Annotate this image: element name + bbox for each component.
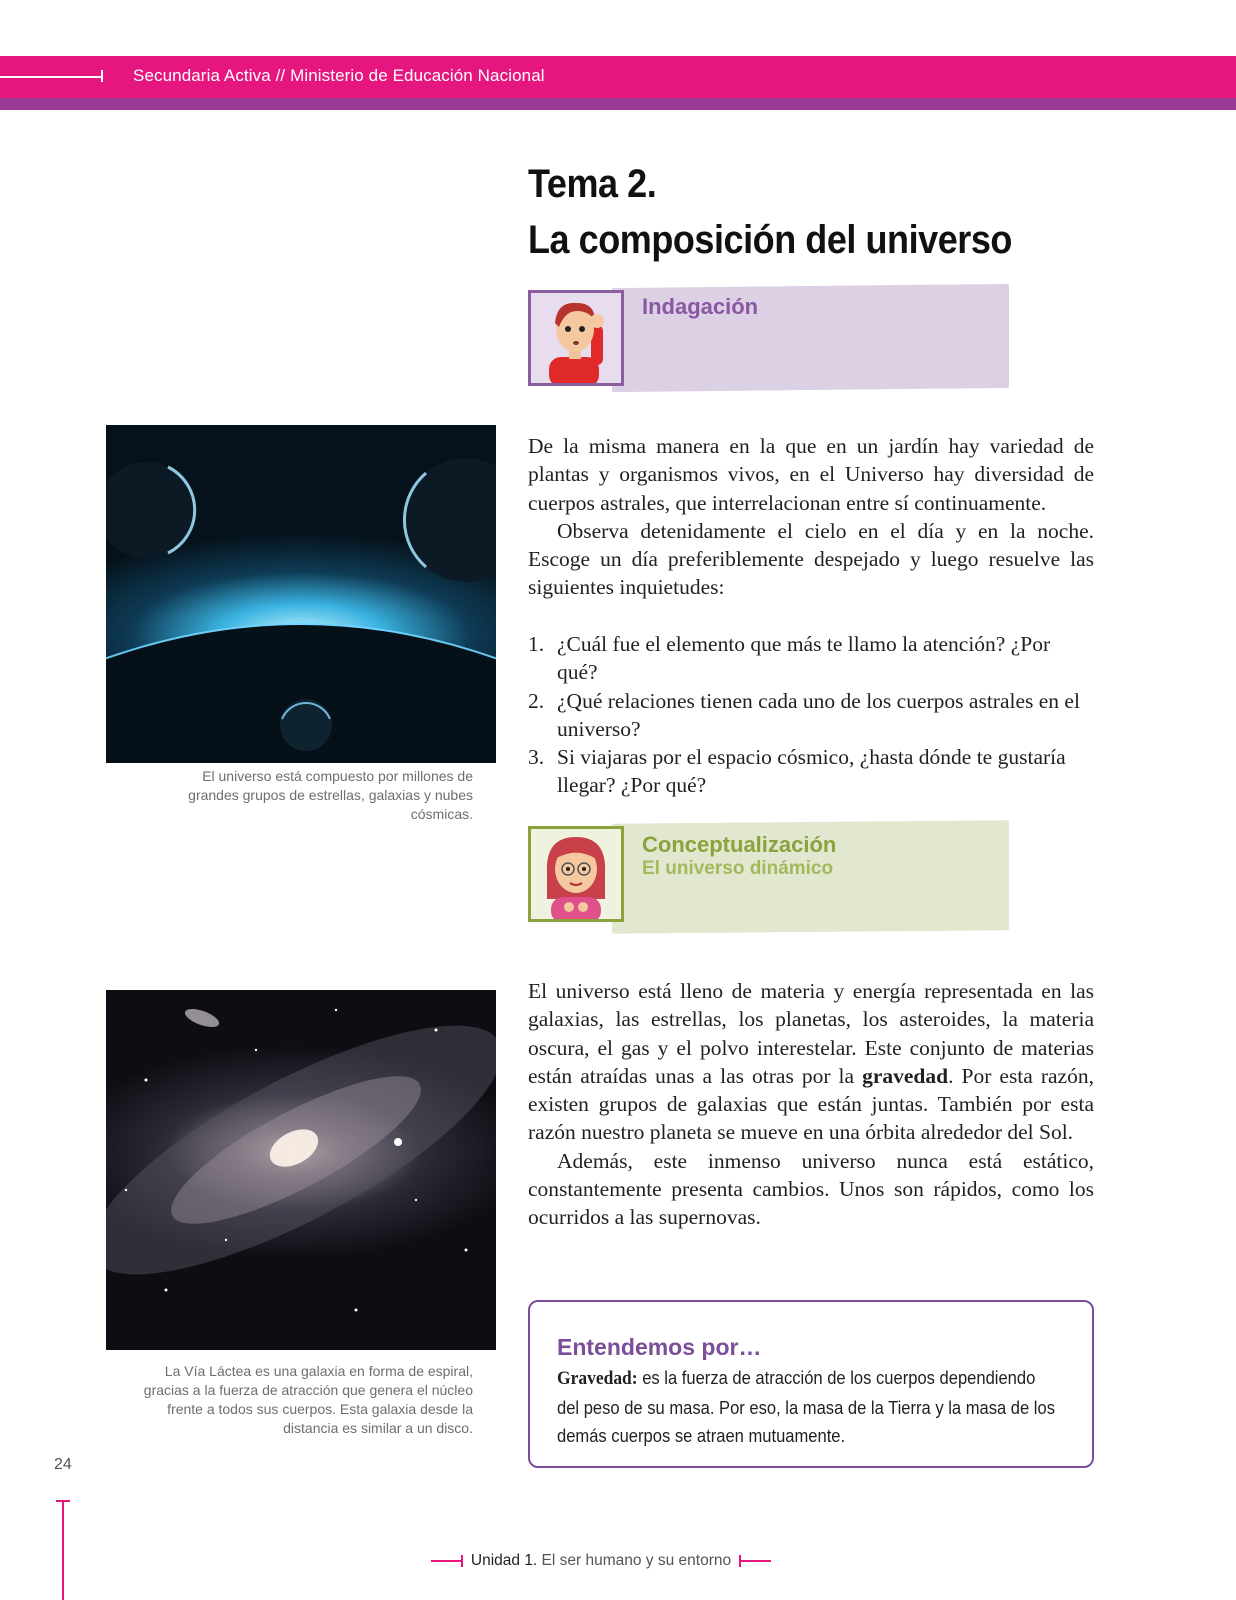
concept-paragraph-1	[528, 977, 1094, 1147]
footer-unit: Unidad 1.	[470, 1552, 538, 1569]
question-item	[528, 630, 1094, 687]
footer-unit-title: El ser humano y su entorno	[537, 1552, 732, 1569]
indagacion-title: Indagación	[642, 294, 759, 319]
teacher-girl-avatar-icon	[528, 826, 624, 922]
footer-rule-right	[741, 1560, 771, 1562]
page-title	[528, 156, 1012, 268]
image-caption-2: La Vía Láctea es una galaxia en forma de espiral, gracias a la fuerza de atracción que genera el núcleo frente a todos sus cuerpos. Esta galaxia desde la distancia es similar a un disco.	[143, 1363, 473, 1436]
title-line-1: Tema 2.	[528, 162, 657, 206]
thinking-boy-avatar-icon	[528, 290, 624, 386]
intro-paragraph-2: Observa detenidamente el cielo en el día y en la noche. Escoge un día preferiblemente despejado y luego resuelve las siguientes inquietudes:	[528, 518, 1094, 600]
universe-image	[106, 425, 496, 763]
conceptualizacion-subtitle: El universo dinámico	[642, 858, 834, 879]
question-number: 2.	[528, 688, 545, 713]
concept-paragraph-2: Además, este inmenso universo nunca está estático, constantemente presenta cambios. Unos son rápidos, como los ocurridos a las supernovas.	[528, 1148, 1094, 1230]
conceptualizacion-title: Conceptualización	[642, 832, 837, 857]
question-text: ¿Cuál fue el elemento que más te llamo la atención? ¿Por qué?	[557, 632, 1051, 685]
concept-text	[528, 977, 1094, 1232]
definition-title: Entendemos por…	[557, 1334, 762, 1360]
milky-way-image	[106, 990, 496, 1350]
question-item	[528, 687, 1094, 744]
question-item	[528, 743, 1094, 800]
image-caption-1: El universo está compuesto por millones de grandes grupos de estrellas, galaxias y nubes cósmicas.	[188, 768, 473, 822]
side-rule	[62, 1500, 64, 1600]
header-rule	[0, 76, 102, 78]
footer-text	[431, 1552, 771, 1570]
header-text: Secundaria Activa // Ministerio de Educación Nacional	[133, 66, 545, 85]
question-number: 1.	[528, 632, 545, 656]
header-underline	[0, 98, 1236, 110]
concept-p1-bold: gravedad	[862, 1063, 949, 1088]
title-line-2: La composición del universo	[528, 218, 1012, 262]
intro-text	[528, 432, 1094, 602]
definition-line-2: del peso de su masa. Por eso, la masa de la Tierra y la masa de los	[557, 1397, 1055, 1418]
header-rule-tick	[101, 70, 103, 82]
concept-p1-pre: El universo está lleno de materia y energía representada en las galaxias, las estrellas, los planetas, los asteroides, la materia oscura, el gas y el polvo interestelar. Este conjunto de materias están atraídas unas a las otras por la	[528, 979, 1094, 1088]
question-text: Si viajaras por el espacio cósmico, ¿hasta dónde te gustaría llegar? ¿Por qué?	[557, 745, 1066, 798]
intro-paragraph-1: De la misma manera en la que en un jardín hay variedad de plantas y organismos vivos, en el Universo hay diversidad de cuerpos astrales, que interrelacionan entre sí continuamente.	[528, 434, 1094, 515]
page-number: 24	[54, 1456, 72, 1473]
definition-line-3: demás cuerpos se atraen mutuamente.	[557, 1426, 846, 1446]
question-list	[528, 630, 1094, 800]
definition-text	[557, 1364, 1055, 1451]
question-text: ¿Qué relaciones tienen cada uno de los cuerpos astrales en el universo?	[557, 688, 1080, 741]
question-number: 3.	[528, 745, 545, 770]
concept-p1-post: . Por esta razón, existen grupos de galaxias que están juntas. También por esta razón nuestro planeta se mueve en una órbita alrededor del Sol.	[528, 1063, 1094, 1145]
definition-line-1: es la fuerza de atracción de los cuerpos dependiendo	[637, 1368, 1036, 1388]
definition-term: Gravedad:	[557, 1368, 638, 1389]
